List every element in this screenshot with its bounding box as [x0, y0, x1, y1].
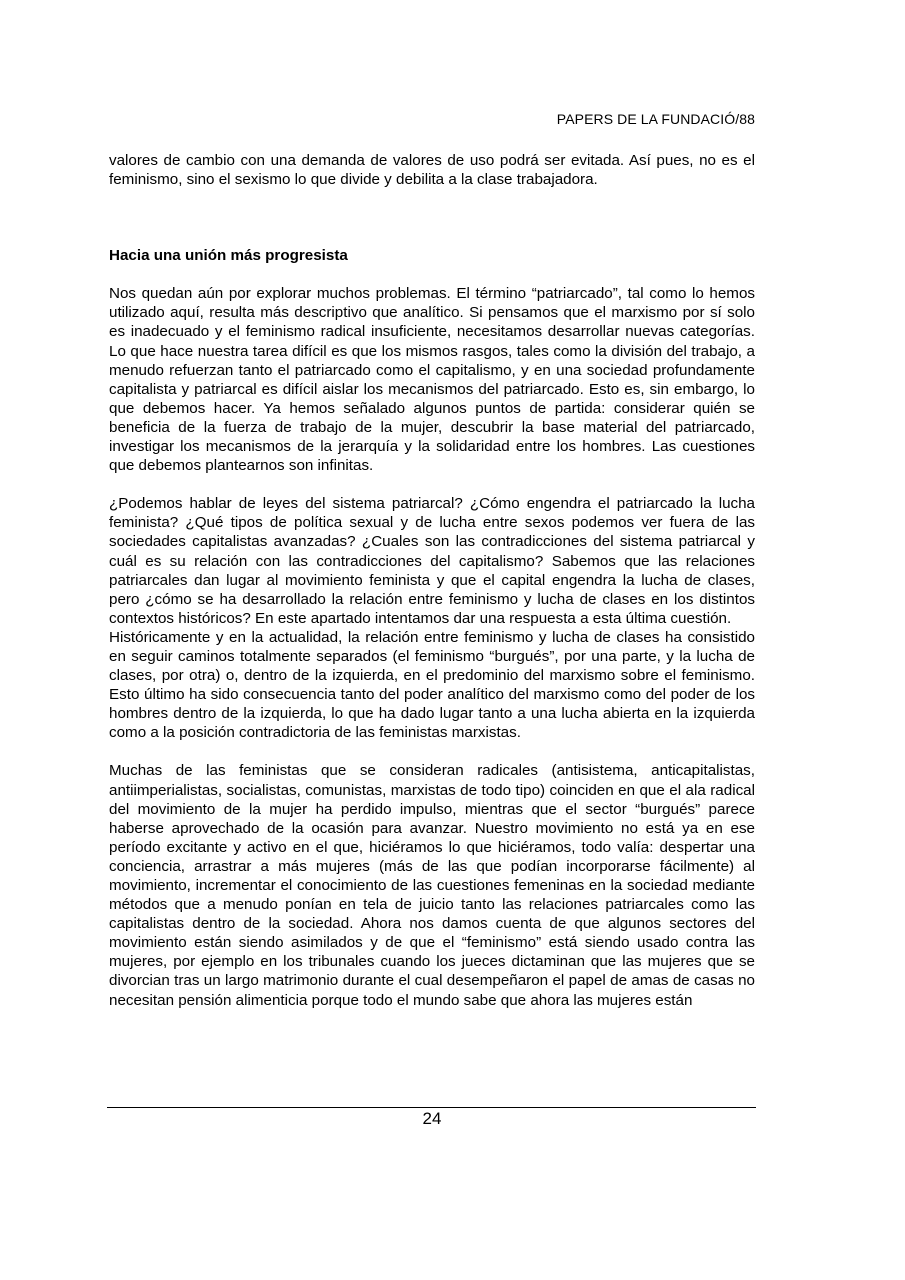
paragraph-spacer [109, 742, 755, 761]
running-header: PAPERS DE LA FUNDACIÓ/88 [556, 111, 755, 127]
page-number: 24 [422, 1109, 442, 1128]
body-text [109, 151, 755, 1010]
paragraph-1: Nos quedan aún por explorar muchos problemas. El término “patriarcado”, tal como lo hemos utilizado aquí, resulta más descriptivo que analítico. Si pensamos que el marxismo por sí solo es inadecuado y el feminismo radical insuficiente, necesitamos desarrollar nuevas categorías. Lo que hace nuestra tarea difícil es que los mismos rasgos, tales como la división del trabajo, a menudo refuerzan tanto el patriarcado como el capitalismo, y en una sociedad profundamente capitalista y patriarcal es difícil aislar los mecanismos del patriarcado. Esto es, sin embargo, lo que debemos hacer. Ya hemos señalado algunos puntos de partida: considerar quién se beneficia de la fuerza de trabajo de la mujer, descubrir la base material del patriarcado, investigar los mecanismos de la jerarquía y la solidaridad entre los hombres. Las cuestiones que debemos plantearnos son infinitas. [109, 285, 755, 475]
intro-paragraph: valores de cambio con una demanda de valores de uso podrá ser evitada. Así pues, no es el feminismo, sino el sexismo lo que divide y debilita a la clase trabajadora. [109, 152, 755, 189]
section-heading: Hacia una unión más progresista [109, 247, 348, 265]
paragraph-spacer [109, 475, 755, 494]
paragraph-2: ¿Podemos hablar de leyes del sistema patriarcal? ¿Cómo engendra el patriarcado la lucha feminista? ¿Qué tipos de política sexual y de lucha entre sexos podemos ver fuera de las sociedades capitalistas avanzadas? ¿Cuales son las contradicciones del sistema patriarcal y cuál es su relación con las contradicciones del capitalismo? Sabemos que las relaciones patriarcales dan lugar al movimiento feminista y que el capital engendra la lucha de clases, pero ¿cómo se ha desarrollado la relación entre feminismo y lucha de clases en los distintos contextos históricos? En este apartado intentamos dar una respuesta a esta última cuestión. [109, 495, 755, 627]
paragraph-spacer [109, 265, 755, 284]
section-spacer [109, 189, 755, 246]
footer-divider [107, 1107, 756, 1108]
paragraph-4: Muchas de las feministas que se consideran radicales (antisistema, anticapitalistas, antiimperialistas, socialistas, comunistas, marxistas de todo tipo) coinciden en que el ala radical del movimiento de la mujer ha perdido impulso, mientras que el sector “burgués” parece haberse aprovechado de la ocasión para avanzar. Nuestro movimiento no está ya en ese período excitante y activo en el que, hiciéramos lo que hiciéramos, todo valía: despertar una conciencia, arrastrar a más mujeres (más de las que podían incorporarse fácilmente) al movimiento, incrementar el conocimiento de las cuestiones femeninas en la sociedad mediante métodos que a menudo ponían en tela de juicio tanto las relaciones patriarcales como las capitalistas dentro de la sociedad. Ahora nos damos cuenta de que algunos sectores del movimiento están siendo asimilados y de que el “feminismo” está siendo usado contra las mujeres, por ejemplo en los tribunales cuando los jueces dictaminan que las mujeres que se divorcian tras un largo matrimonio durante el cual desempeñaron el papel de amas de casas no necesitan pensión alimenticia porque todo el mundo sabe que ahora las mujeres están [109, 762, 755, 1009]
paragraph-3: Históricamente y en la actualidad, la relación entre feminismo y lucha de clases ha consistido en seguir caminos totalmente separados (el feminismo “burgués”, por una parte, y la lucha de clases, por otra) o, dentro de la izquierda, en el predominio del marxismo sobre el feminismo. Esto último ha sido consecuencia tanto del poder analítico del marxismo como del poder de los hombres dentro de la izquierda, lo que ha dado lugar tanto a una lucha abierta en la izquierda como a la posición contradictoria de las feministas marxistas. [109, 628, 755, 742]
